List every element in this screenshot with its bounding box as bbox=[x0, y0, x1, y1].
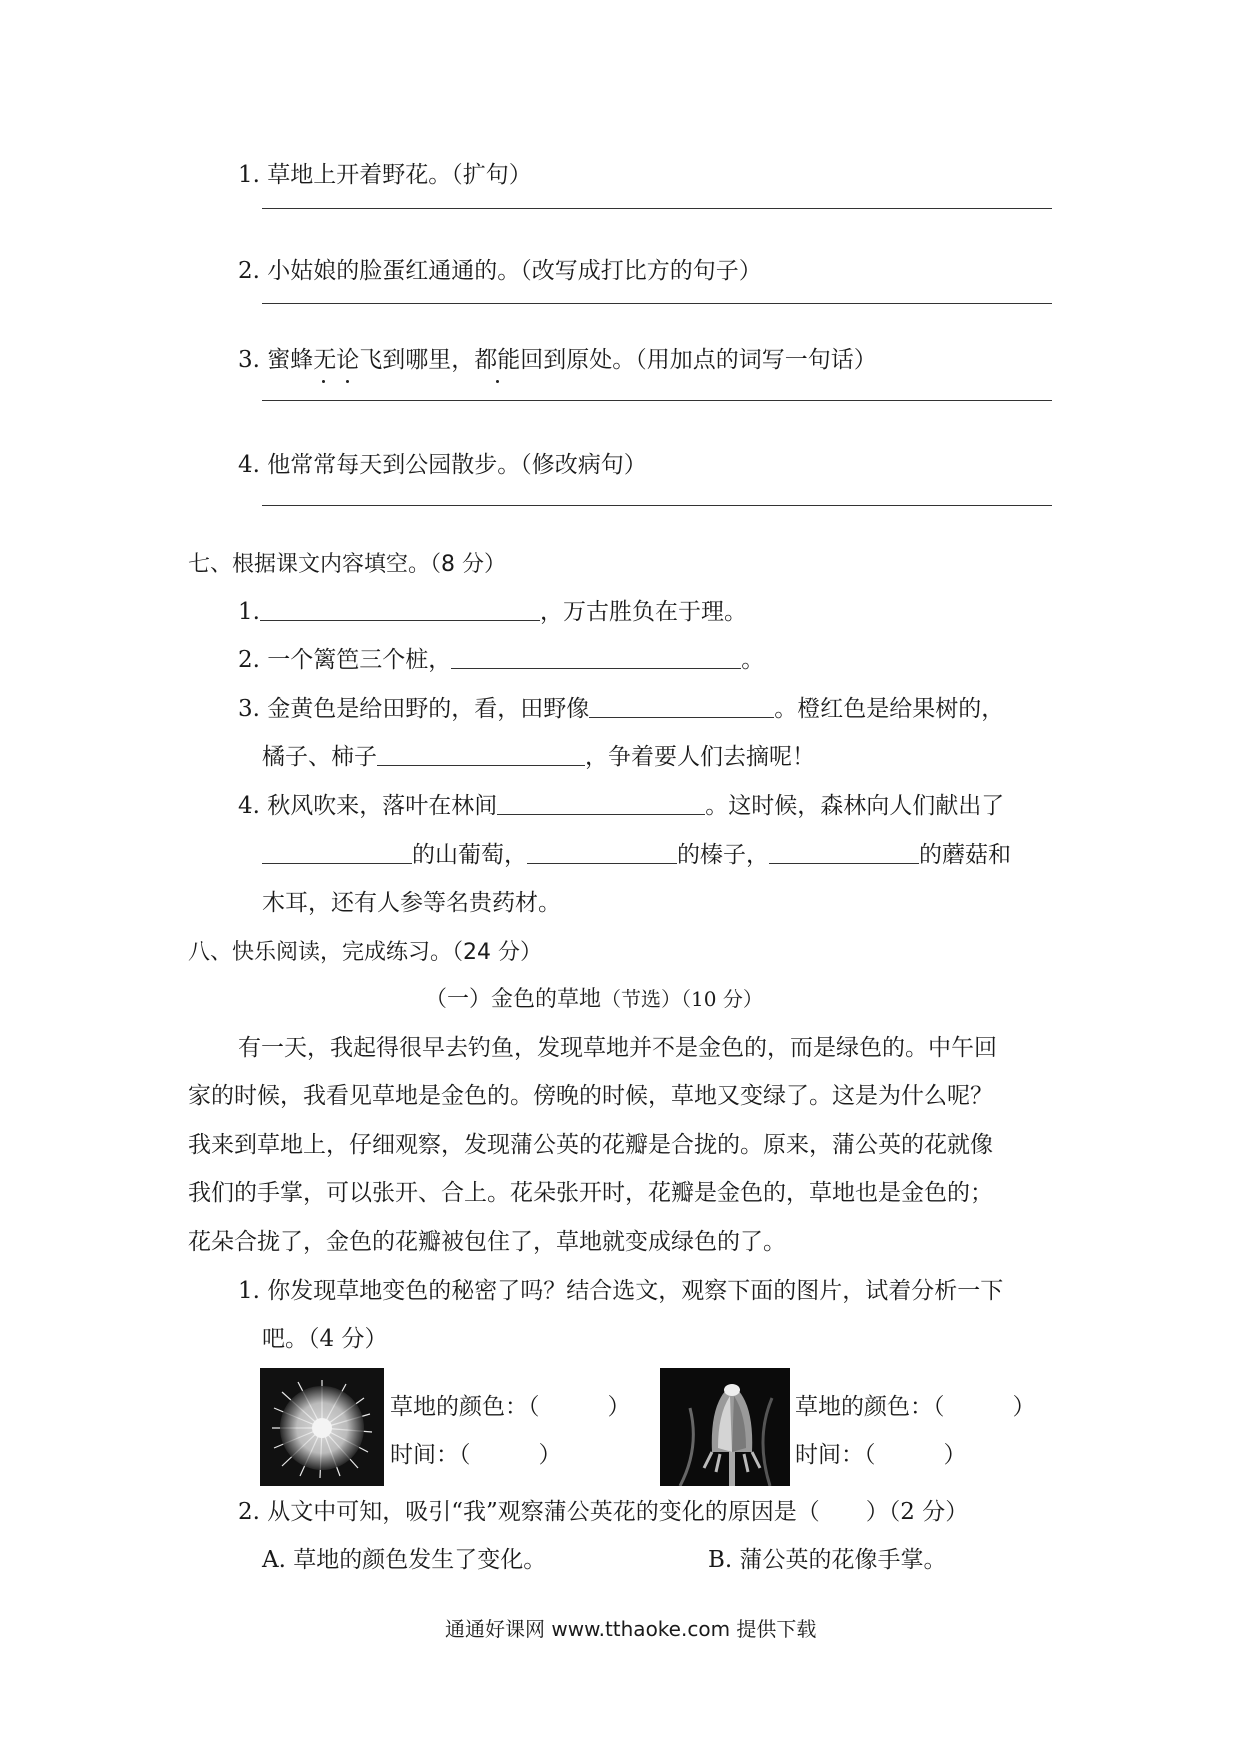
question-6-3: 3. 蜜蜂无论飞到哪里，都能回到原处。（用加点的词写一句话） bbox=[238, 347, 877, 373]
dandelion-open-photo bbox=[260, 1368, 384, 1486]
label: 时间：（ bbox=[390, 1442, 471, 1468]
passage-note: （节选）（10 分） bbox=[601, 987, 763, 1011]
footer-text: 通通好课网 www.tthaoke.com 提供下载 bbox=[445, 1617, 817, 1641]
blank[interactable] bbox=[527, 841, 677, 864]
emphasis-dot bbox=[496, 380, 499, 383]
answer-line[interactable] bbox=[262, 303, 1052, 304]
q-text: 4. 秋风吹来，落叶在林间 bbox=[238, 793, 498, 819]
answer-line[interactable] bbox=[262, 208, 1052, 209]
q-text: 。这时候，森林向人们献出了 bbox=[705, 793, 1005, 819]
question-6-4: 4. 他常常每天到公园散步。（修改病句） bbox=[238, 452, 647, 478]
paragraph-line: 我来到草地上，仔细观察，发现蒲公英的花瓣是合拢的。原来，蒲公英的花就像 bbox=[188, 1132, 993, 1158]
dandelion-open-icon bbox=[260, 1368, 384, 1486]
question-8-2: 2. 从文中可知，吸引“我”观察蒲公英花的变化的原因是（ ）（2 分） bbox=[238, 1499, 969, 1525]
label: 时间：（ bbox=[795, 1442, 876, 1468]
q-number: 1. bbox=[238, 599, 260, 625]
blank[interactable] bbox=[451, 646, 741, 669]
option-b[interactable]: B. 蒲公英的花像手掌。 bbox=[708, 1547, 947, 1573]
close-paren: ） bbox=[607, 1394, 631, 1420]
q-text: 的蘑菇和 bbox=[919, 842, 1011, 868]
paragraph-line: 有一天，我起得很早去钓鱼，发现草地并不是金色的，而是绿色的。中午回 bbox=[238, 1035, 997, 1061]
q-text: 的山葡萄， bbox=[412, 842, 527, 868]
dandelion-closed-photo bbox=[660, 1368, 790, 1486]
fill-7-1 bbox=[238, 597, 747, 627]
fill-7-3a bbox=[238, 694, 1004, 724]
answer-line[interactable] bbox=[262, 505, 1052, 506]
q-text: 2. 一个篱笆三个桩， bbox=[238, 647, 452, 673]
q-text: ，争着要人们去摘呢！ bbox=[585, 744, 815, 770]
paragraph-line: 花朵合拢了，金色的花瓣被包住了，草地就变成绿色的了。 bbox=[188, 1229, 786, 1255]
grass-color-label-2 bbox=[795, 1392, 1036, 1422]
emphasis-dot bbox=[346, 380, 349, 383]
question-8-1: 1. 你发现草地变色的秘密了吗？结合选文，观察下面的图片，试着分析一下 bbox=[238, 1278, 1004, 1304]
paragraph-line: 家的时候，我看见草地是金色的。傍晚的时候，草地又变绿了。这是为什么呢？ bbox=[188, 1083, 993, 1109]
q-text: 3. 金黄色是给田野的，看，田野像 bbox=[238, 696, 590, 722]
section-8-title: 八、快乐阅读，完成练习。（24 分） bbox=[188, 940, 542, 965]
paragraph-line: 我们的手掌，可以张开、合上。花朵张开时，花瓣是金色的，草地也是金色的； bbox=[188, 1180, 993, 1206]
dandelion-closed-icon bbox=[660, 1368, 790, 1486]
passage-title: （一）金色的草地 bbox=[425, 987, 602, 1012]
blank[interactable] bbox=[589, 695, 774, 718]
q-text: 。橙红色是给果树的， bbox=[774, 696, 1005, 722]
q-text-end: 。 bbox=[741, 647, 765, 673]
passage-title-line bbox=[425, 984, 763, 1015]
question-8-1-cont: 吧。（4 分） bbox=[262, 1326, 388, 1352]
blank[interactable] bbox=[260, 598, 540, 621]
label: 草地的颜色：（ bbox=[390, 1394, 540, 1420]
close-paren: ） bbox=[1012, 1394, 1036, 1420]
close-paren: ） bbox=[943, 1442, 967, 1468]
question-6-1: 1. 草地上开着野花。（扩句） bbox=[238, 162, 532, 188]
time-label-2 bbox=[795, 1440, 967, 1470]
blank[interactable] bbox=[769, 841, 919, 864]
time-label-1 bbox=[390, 1440, 562, 1470]
option-a[interactable]: A. 草地的颜色发生了变化。 bbox=[262, 1547, 547, 1573]
q-text: 橘子、柿子 bbox=[262, 744, 377, 770]
emphasis-dot bbox=[322, 380, 325, 383]
answer-line[interactable] bbox=[262, 400, 1052, 401]
close-paren: ） bbox=[538, 1442, 562, 1468]
fill-7-4a bbox=[238, 791, 1004, 821]
section-7-title: 七、根据课文内容填空。（8 分） bbox=[188, 552, 506, 577]
q-text: ，万古胜负在于理。 bbox=[539, 599, 747, 625]
q-text: 的榛子， bbox=[677, 842, 769, 868]
blank[interactable] bbox=[377, 743, 585, 766]
fill-7-3b bbox=[262, 742, 815, 772]
fill-7-4c: 木耳，还有人参等名贵药材。 bbox=[262, 890, 561, 916]
fill-7-2 bbox=[238, 645, 764, 675]
grass-color-label-1 bbox=[390, 1392, 631, 1422]
blank[interactable] bbox=[497, 792, 705, 815]
blank[interactable] bbox=[262, 841, 412, 864]
label: 草地的颜色：（ bbox=[795, 1394, 945, 1420]
question-6-2: 2. 小姑娘的脸蛋红通通的。（改写成打比方的句子） bbox=[238, 258, 762, 284]
fill-7-4b bbox=[262, 840, 1011, 870]
